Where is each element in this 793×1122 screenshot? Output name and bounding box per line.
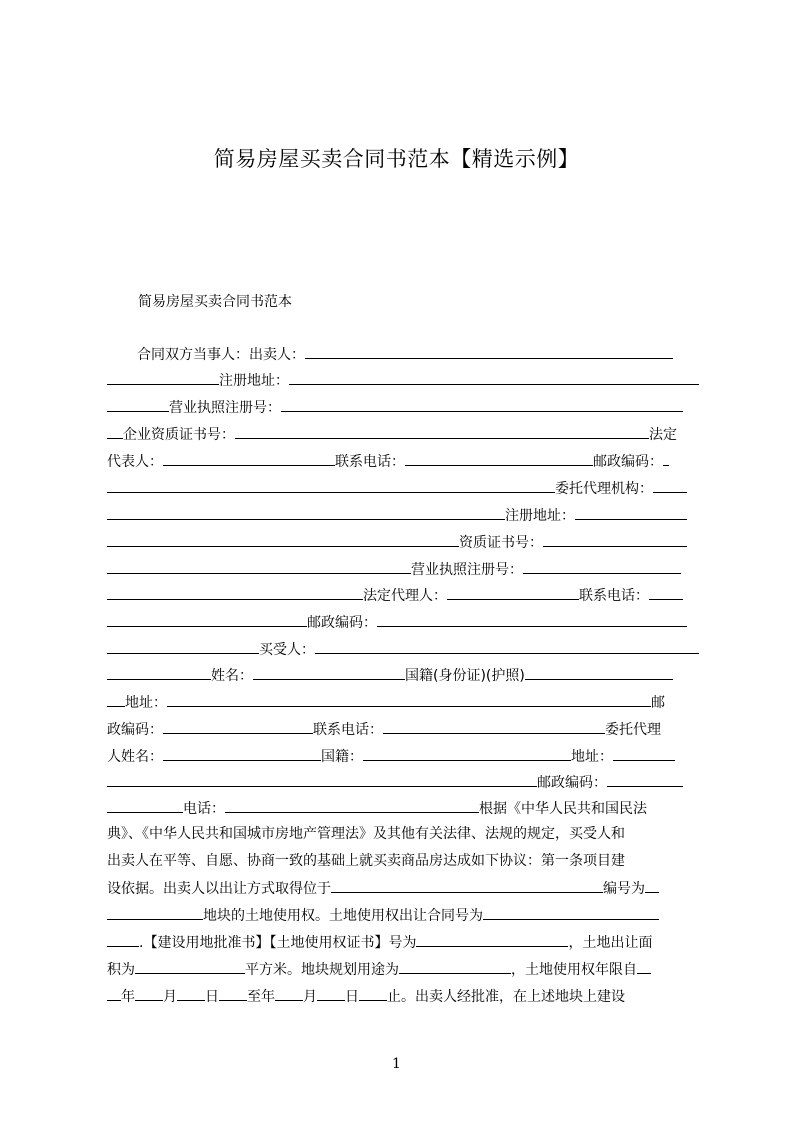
clause-text: 平方米。地块规划用途为 [245,962,399,978]
blank-field[interactable] [107,611,307,627]
form-line [107,611,699,631]
label-phone: 联系电话： [579,588,649,604]
label-to-year: 至年 [247,989,275,1005]
label-postcode: 邮政编码： [307,615,377,631]
form-line [107,531,699,551]
blank-field[interactable] [281,396,683,412]
blank-field[interactable] [575,504,687,520]
blank-field[interactable] [107,531,459,547]
form-line [107,904,699,924]
blank-field[interactable] [107,638,259,654]
label-nationality: 国籍： [321,749,363,765]
form-line [107,877,699,897]
blank-field[interactable] [305,343,673,359]
blank-field[interactable] [107,771,537,787]
label-name: 姓名： [211,668,253,684]
form-line [107,558,699,578]
blank-field[interactable] [359,985,387,1001]
label-agency-address: 注册地址： [505,508,575,524]
blank-field[interactable] [107,558,411,574]
label-month: 月 [163,989,177,1005]
label-phone: 电话： [183,801,225,817]
blank-field[interactable] [637,958,651,974]
form-line [107,477,699,497]
clause-text: 出卖人在平等、自愿、协商一致的基础上就买卖商品房达成如下协议：第一条项目建 [107,853,625,869]
blank-field[interactable] [107,985,121,1001]
document-title: 简易房屋买卖合同书范本【精选示例】 [213,147,580,171]
label-address: 地址： [125,695,167,711]
label-nationality-id: 国籍(身份证)(护照) [405,668,525,684]
label-representative: 代表人： [107,454,163,470]
blank-field[interactable] [663,450,669,466]
form-line [107,851,699,871]
label-address: 地址： [571,749,613,765]
label-phone: 联系电话： [313,722,383,738]
clause-text: 设依据。出卖人以出让方式取得位于 [107,881,331,897]
form-line [107,423,699,443]
blank-field[interactable] [607,771,683,787]
label-reg-address: 注册地址： [219,373,289,389]
label-party: 合同双方当事人：出卖人： [137,347,305,363]
blank-field[interactable] [377,611,687,627]
clause-text: ，土地出让面 [568,935,653,951]
blank-field[interactable] [163,450,335,466]
label-phone: 联系电话： [335,454,405,470]
label-agency-license: 营业执照注册号： [411,562,523,578]
label-post-1: 邮 [651,695,665,711]
label-legal-1: 法定 [649,427,677,443]
clause-text: 典》、《中华人民共和国城市房地产管理法》及其他有关法律、法规的规定，买受人和 [107,826,625,842]
form-line [107,343,699,363]
label-number: 编号为 [603,881,645,897]
label-day: 日 [205,989,219,1005]
clause-text: 积为 [107,962,135,978]
blank-field[interactable] [363,745,571,761]
document-subtitle: 简易房屋买卖合同书范本 [138,294,292,310]
blank-field[interactable] [523,558,681,574]
blank-field[interactable] [613,745,675,761]
clause-text: 地块的土地使用权。土地使用权出让合同号为 [203,908,483,924]
blank-field[interactable] [163,718,313,734]
label-license: 营业执照注册号： [169,400,281,416]
label-delegate-2: 人姓名： [107,749,163,765]
blank-field[interactable] [253,664,405,680]
blank-field[interactable] [107,504,505,520]
blank-field[interactable] [219,985,247,1001]
blank-field[interactable] [107,691,125,707]
label-qualification: 企业资质证书号： [123,427,235,443]
blank-field[interactable] [107,797,183,813]
form-line [107,450,699,470]
form-line [107,745,699,765]
form-line [107,797,699,817]
blank-field[interactable] [107,369,219,385]
blank-field[interactable] [543,531,687,547]
blank-field[interactable] [525,664,673,680]
blank-field[interactable] [167,691,651,707]
blank-field[interactable] [225,797,479,813]
label-year: 年 [121,989,135,1005]
blank-field[interactable] [107,584,363,600]
form-line [107,504,699,524]
blank-field[interactable] [405,450,593,466]
blank-field[interactable] [107,664,211,680]
blank-field[interactable] [645,877,659,893]
blank-field[interactable] [107,477,555,493]
blank-field[interactable] [483,904,659,920]
blank-field[interactable] [383,718,605,734]
form-line [107,824,699,844]
page-number: 1 [392,1056,401,1072]
label-agency: 委托代理机构： [555,481,653,497]
clause-basis: 根据《中华人民共和国民法 [479,801,647,817]
blank-field[interactable] [177,985,205,1001]
blank-field[interactable] [289,369,699,385]
label-month: 月 [303,989,317,1005]
form-line [107,931,699,951]
blank-field[interactable] [315,638,699,654]
blank-field[interactable] [649,584,683,600]
label-day: 日 [345,989,359,1005]
blank-field[interactable] [107,423,123,439]
blank-field[interactable] [399,958,511,974]
blank-field[interactable] [235,423,649,439]
form-line [107,664,699,684]
label-postcode: 邮政编码： [537,775,607,791]
form-line [107,638,699,658]
blank-field[interactable] [416,931,568,947]
form-line [107,584,699,604]
blank-field[interactable] [331,877,603,893]
form-line [107,691,699,711]
form-line [107,718,699,738]
blank-field[interactable] [275,985,303,1001]
label-post-2: 政编码： [107,722,163,738]
blank-field[interactable] [163,745,321,761]
form-line [107,958,699,978]
label-legal-agent: 法定代理人： [363,588,447,604]
label-postcode: 邮政编码： [593,454,663,470]
label-cert-no: 资质证书号： [459,535,543,551]
clause-text: .【建设用地批准书】【土地使用权证书】号为 [139,935,417,951]
blank-field[interactable] [447,584,579,600]
form-line [107,396,699,416]
blank-field[interactable] [653,477,687,493]
clause-text: 止。出卖人经批准，在上述地块上建设 [387,989,625,1005]
blank-field[interactable] [317,985,345,1001]
label-delegate-1: 委托代理 [605,722,661,738]
blank-field[interactable] [135,958,245,974]
blank-field[interactable] [107,931,139,947]
blank-field[interactable] [107,904,203,920]
blank-field[interactable] [107,396,169,412]
form-line [107,369,699,389]
clause-text: ，土地使用权年限自 [511,962,637,978]
form-line [107,771,699,791]
label-buyer: 买受人： [259,642,315,658]
blank-field[interactable] [135,985,163,1001]
form-line [107,985,699,1005]
